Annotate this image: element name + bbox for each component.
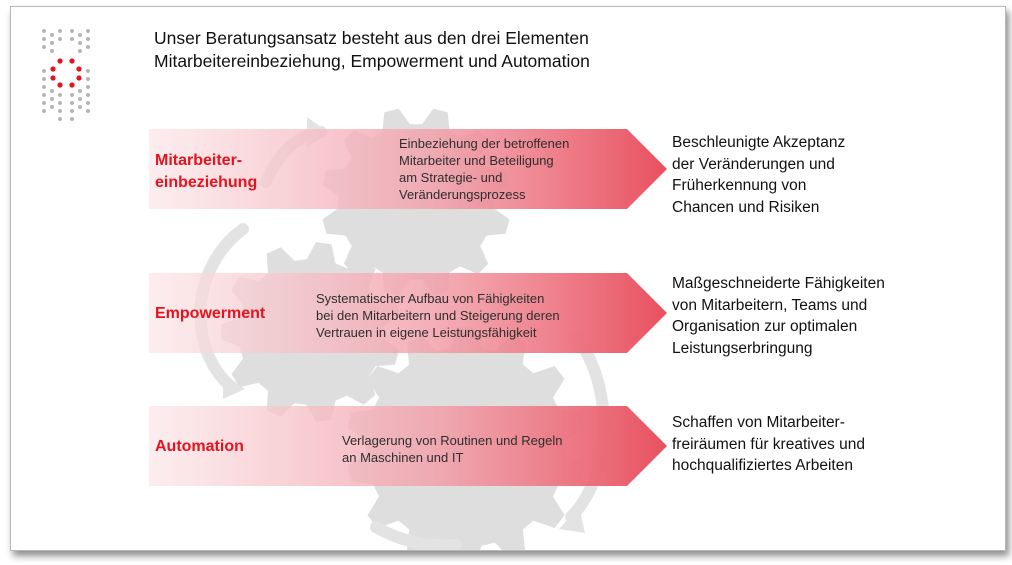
outcome-line: Schaffen von Mitarbeiter- (672, 414, 845, 431)
description-line: Systematischer Aufbau von Fähigkeiten (316, 291, 545, 306)
description-line: an Maschinen und IT (342, 450, 464, 465)
outcome-empowerment (672, 273, 885, 359)
outcome-line: von Mitarbeitern, Teams und (672, 296, 868, 314)
outcome-line: Maßgeschneiderte Fähigkeiten (672, 275, 885, 292)
slide (10, 6, 1006, 551)
outcome-automation (672, 412, 865, 477)
label-automation (155, 436, 244, 458)
outcome-mitarbeitereinbeziehung (672, 132, 845, 218)
label-mitarbeitereinbeziehung (155, 150, 257, 194)
description-line: Einbeziehung der betroffenen (399, 136, 570, 151)
description-line: Mitarbeiter und Beteiligung (399, 153, 554, 168)
outcome-line: Leistungserbringung (672, 339, 813, 357)
outcome-line: hochqualifiziertes Arbeiten (672, 457, 853, 474)
description-line: am Strategie- und (399, 170, 503, 185)
description-line: Verlagerung von Routinen und Regeln (342, 433, 563, 448)
outcome-line: Chancen und Risiken (672, 198, 820, 216)
outcome-line: der Veränderungen und (672, 155, 835, 173)
description-automation (342, 432, 562, 466)
outcome-line: Früherkennung von (672, 177, 807, 194)
label-empowerment (155, 303, 265, 325)
description-mitarbeitereinbeziehung (399, 135, 569, 203)
outcome-line: freiräumen für kreatives und (672, 435, 865, 453)
description-line: Veränderungsprozess (399, 187, 526, 202)
description-line: bei den Mitarbeitern und Steigerung deren (316, 308, 560, 323)
label-line: Empowerment (155, 305, 266, 322)
title-line-1: Unser Beratungsansatz besteht aus den drei Elementen (154, 28, 589, 48)
label-line: Mitarbeiter- (155, 152, 243, 169)
outcome-line: Organisation zur optimalen (672, 318, 858, 335)
description-line: Vertrauen in eigene Leistungsfähigkeit (316, 325, 537, 340)
title-line-2: Mitarbeitereinbeziehung, Empowerment und Automation (154, 51, 590, 71)
description-empowerment (316, 290, 560, 341)
label-line: Automation (155, 438, 244, 455)
label-line: einbeziehung (155, 174, 258, 191)
outcome-line: Beschleunigte Akzeptanz (672, 134, 846, 151)
